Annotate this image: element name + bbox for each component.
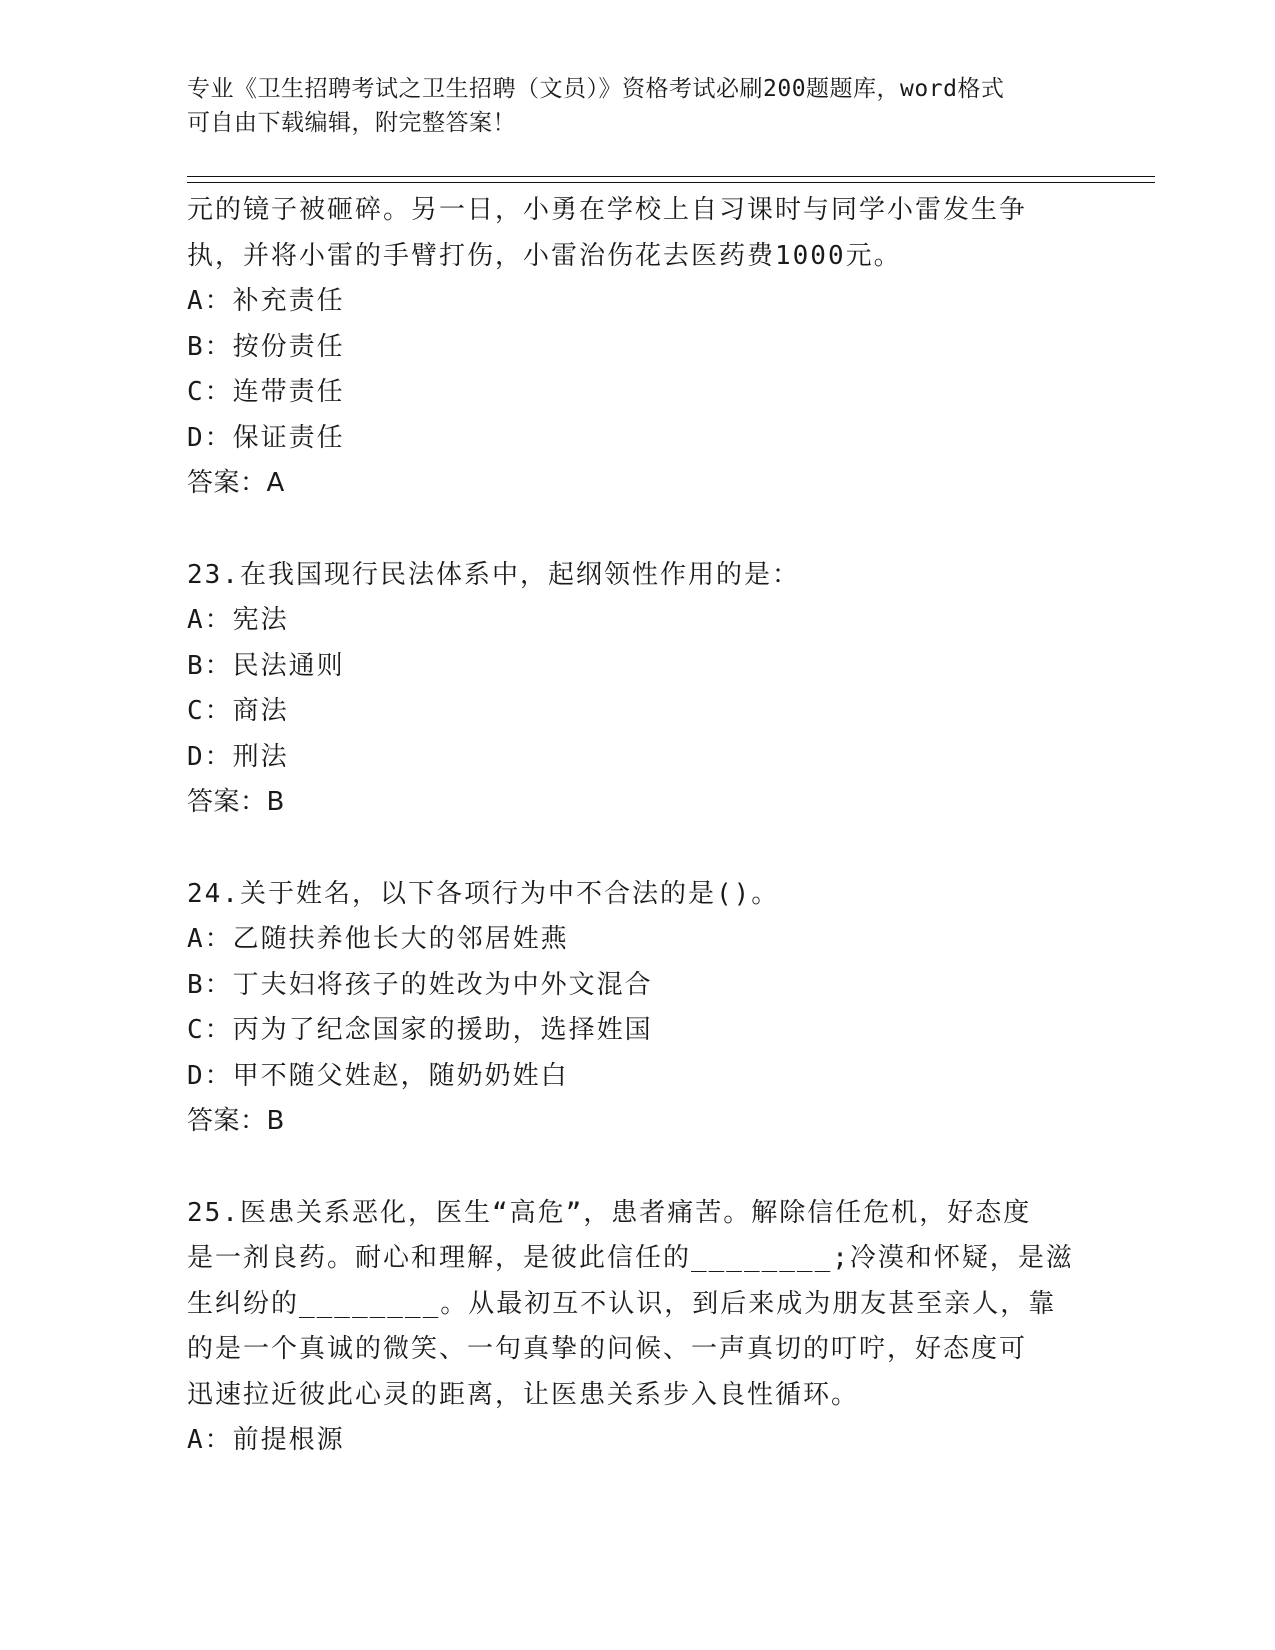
question-23-answer: 答案：B [187,787,285,817]
question-22-stem-line: 执，并将小雷的手臂打伤，小雷治伤花去医药费1000元。 [187,240,902,271]
page-header [187,72,1087,140]
question-24-option-c: C：丙为了纪念国家的援助，选择姓国 [187,1015,653,1045]
question-25-stem-line: 的是一个真诚的微笑、一句真挚的问候、一声真切的叮咛，好态度可 [187,1334,1028,1364]
question-25-option-a: A：前提根源 [187,1425,345,1455]
question-spacer [187,1145,1087,1191]
question-24-option-a: A：乙随扶养他长大的邻居姓燕 [187,924,569,954]
question-22-option-d: D：保证责任 [187,422,345,453]
question-24 [187,872,1087,1145]
header-title-line-2: 可自由下载编辑，附完整答案！ [187,110,516,136]
question-22 [187,188,1087,507]
question-23-option-b: B：民法通则 [187,650,345,681]
question-content [187,188,1087,1464]
question-25-stem-line: 25.医患关系恶化，医生“高危”，患者痛苦。解除信任危机，好态度 [187,1197,1032,1228]
question-22-option-c: C：连带责任 [187,377,345,407]
question-25-stem-line: 生纠纷的________。从最初互不认识，到后来成为朋友甚至亲人，靠 [187,1288,1057,1319]
question-24-option-d: D：甲不随父姓赵，随奶奶姓白 [187,1060,569,1091]
question-24-stem: 24.关于姓名，以下各项行为中不合法的是()。 [187,878,780,909]
question-25-stem-line: 迅速拉近彼此心灵的距离，让医患关系步入良性循环。 [187,1379,860,1410]
question-22-option-a: A：补充责任 [187,286,345,316]
question-23-stem: 23.在我国现行民法体系中，起纲领性作用的是： [187,559,800,590]
question-22-stem-line: 元的镜子被砸碎。另一日，小勇在学校上自习课时与同学小雷发生争 [187,195,1028,225]
header-divider-bottom [187,182,1155,183]
question-23 [187,553,1087,826]
question-25 [187,1191,1087,1464]
header-divider-top [187,176,1155,177]
question-24-option-b: B：丁夫妇将孩子的姓改为中外文混合 [187,969,653,1000]
question-25-stem-line: 是一剂良药。耐心和理解，是彼此信任的________;冷漠和怀疑，是滋 [187,1243,1074,1273]
question-24-answer: 答案：B [187,1106,285,1136]
question-spacer [187,507,1087,553]
question-23-option-a: A：宪法 [187,605,289,635]
question-spacer [187,826,1087,872]
question-23-option-c: C：商法 [187,696,289,726]
header-title-line-1: 专业《卫生招聘考试之卫生招聘（文员）》资格考试必刷200题题库，word格式 [187,76,1005,102]
question-23-option-d: D：刑法 [187,741,289,772]
question-22-answer: 答案：A [187,468,285,498]
question-22-option-b: B：按份责任 [187,331,345,362]
